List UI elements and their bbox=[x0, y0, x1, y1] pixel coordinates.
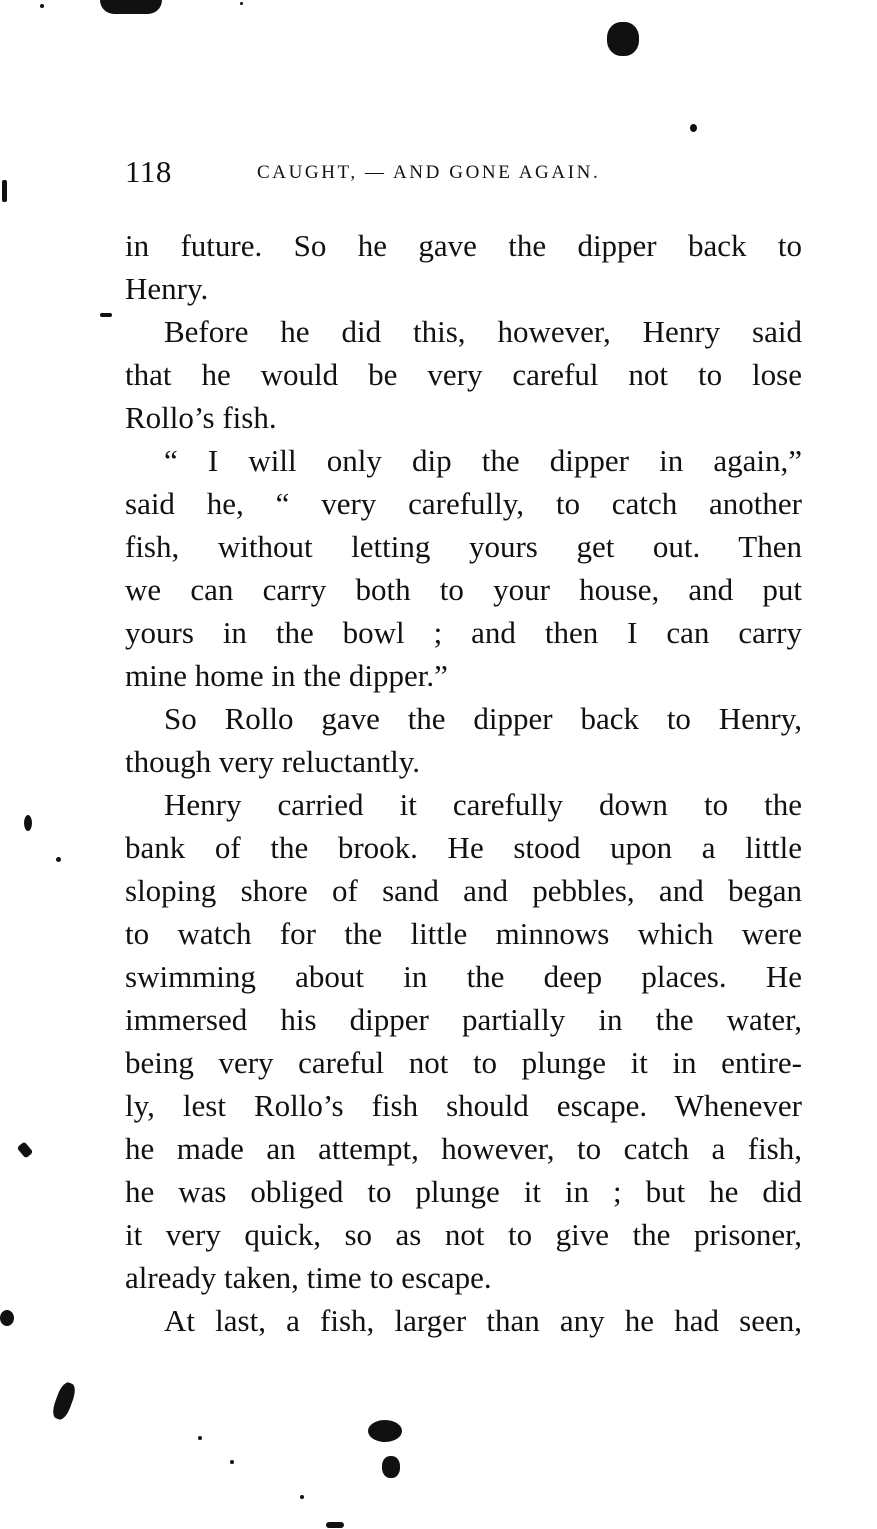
body-text bbox=[125, 224, 802, 1342]
text-line: in future. So he gave the dipper back to bbox=[125, 228, 802, 263]
ink-speck bbox=[690, 124, 697, 132]
text-line: it very quick, so as not to give the prisoner, bbox=[125, 1217, 802, 1252]
text-line: bank of the brook. He stood upon a little bbox=[125, 830, 802, 865]
ink-speck bbox=[198, 1436, 202, 1440]
text-line: Henry carried it carefully down to the bbox=[164, 787, 802, 822]
text-line: already taken, time to escape. bbox=[125, 1260, 492, 1295]
text-line: that he would be very careful not to lose bbox=[125, 357, 802, 392]
text-line: immersed his dipper partially in the water, bbox=[125, 1002, 802, 1037]
text-line: said he, “ very carefully, to catch another bbox=[125, 486, 802, 521]
ink-speck bbox=[230, 1460, 234, 1464]
page-number: 118 bbox=[125, 154, 172, 189]
text-line: Henry. bbox=[125, 271, 209, 306]
ink-blot bbox=[382, 1456, 400, 1478]
chapter-title: CAUGHT, — AND GONE AGAIN. bbox=[257, 162, 601, 183]
ink-speck bbox=[326, 1522, 344, 1528]
text-line: yours in the bowl ; and then I can carry bbox=[125, 615, 802, 650]
ink-speck bbox=[2, 180, 7, 202]
text-line: he was obliged to plunge it in ; but he did bbox=[125, 1174, 802, 1209]
text-line: At last, a fish, larger than any he had seen, bbox=[164, 1303, 802, 1338]
ink-speck bbox=[56, 857, 61, 862]
ink-speck bbox=[0, 1310, 14, 1326]
ink-speck bbox=[100, 313, 112, 317]
ink-speck bbox=[24, 815, 32, 831]
text-line: ly, lest Rollo’s fish should escape. Whenever bbox=[125, 1088, 802, 1123]
text-line: fish, without letting yours get out. Then bbox=[125, 529, 802, 564]
text-line: Rollo’s fish. bbox=[125, 400, 277, 435]
text-line: So Rollo gave the dipper back to Henry, bbox=[164, 701, 802, 736]
text-line: swimming about in the deep places. He bbox=[125, 959, 802, 994]
text-line: though very reluctantly. bbox=[125, 744, 420, 779]
ink-speck bbox=[17, 1141, 34, 1158]
ink-blot bbox=[50, 1380, 78, 1421]
running-header bbox=[125, 152, 805, 192]
ink-blot-top bbox=[100, 0, 162, 14]
ink-speck bbox=[40, 4, 44, 8]
text-line: sloping shore of sand and pebbles, and began bbox=[125, 873, 802, 908]
text-line: Before he did this, however, Henry said bbox=[164, 314, 802, 349]
text-line: to watch for the little minnows which were bbox=[125, 916, 802, 951]
text-line: we can carry both to your house, and put bbox=[125, 572, 802, 607]
ink-speck bbox=[240, 2, 243, 5]
ink-blot-right bbox=[607, 22, 639, 56]
text-line: “ I will only dip the dipper in again,” bbox=[164, 443, 802, 478]
text-line: being very careful not to plunge it in entire- bbox=[125, 1045, 802, 1080]
ink-blot bbox=[368, 1420, 402, 1442]
text-line: mine home in the dipper.” bbox=[125, 658, 448, 693]
text-line: he made an attempt, however, to catch a fish, bbox=[125, 1131, 802, 1166]
ink-speck bbox=[300, 1495, 304, 1499]
